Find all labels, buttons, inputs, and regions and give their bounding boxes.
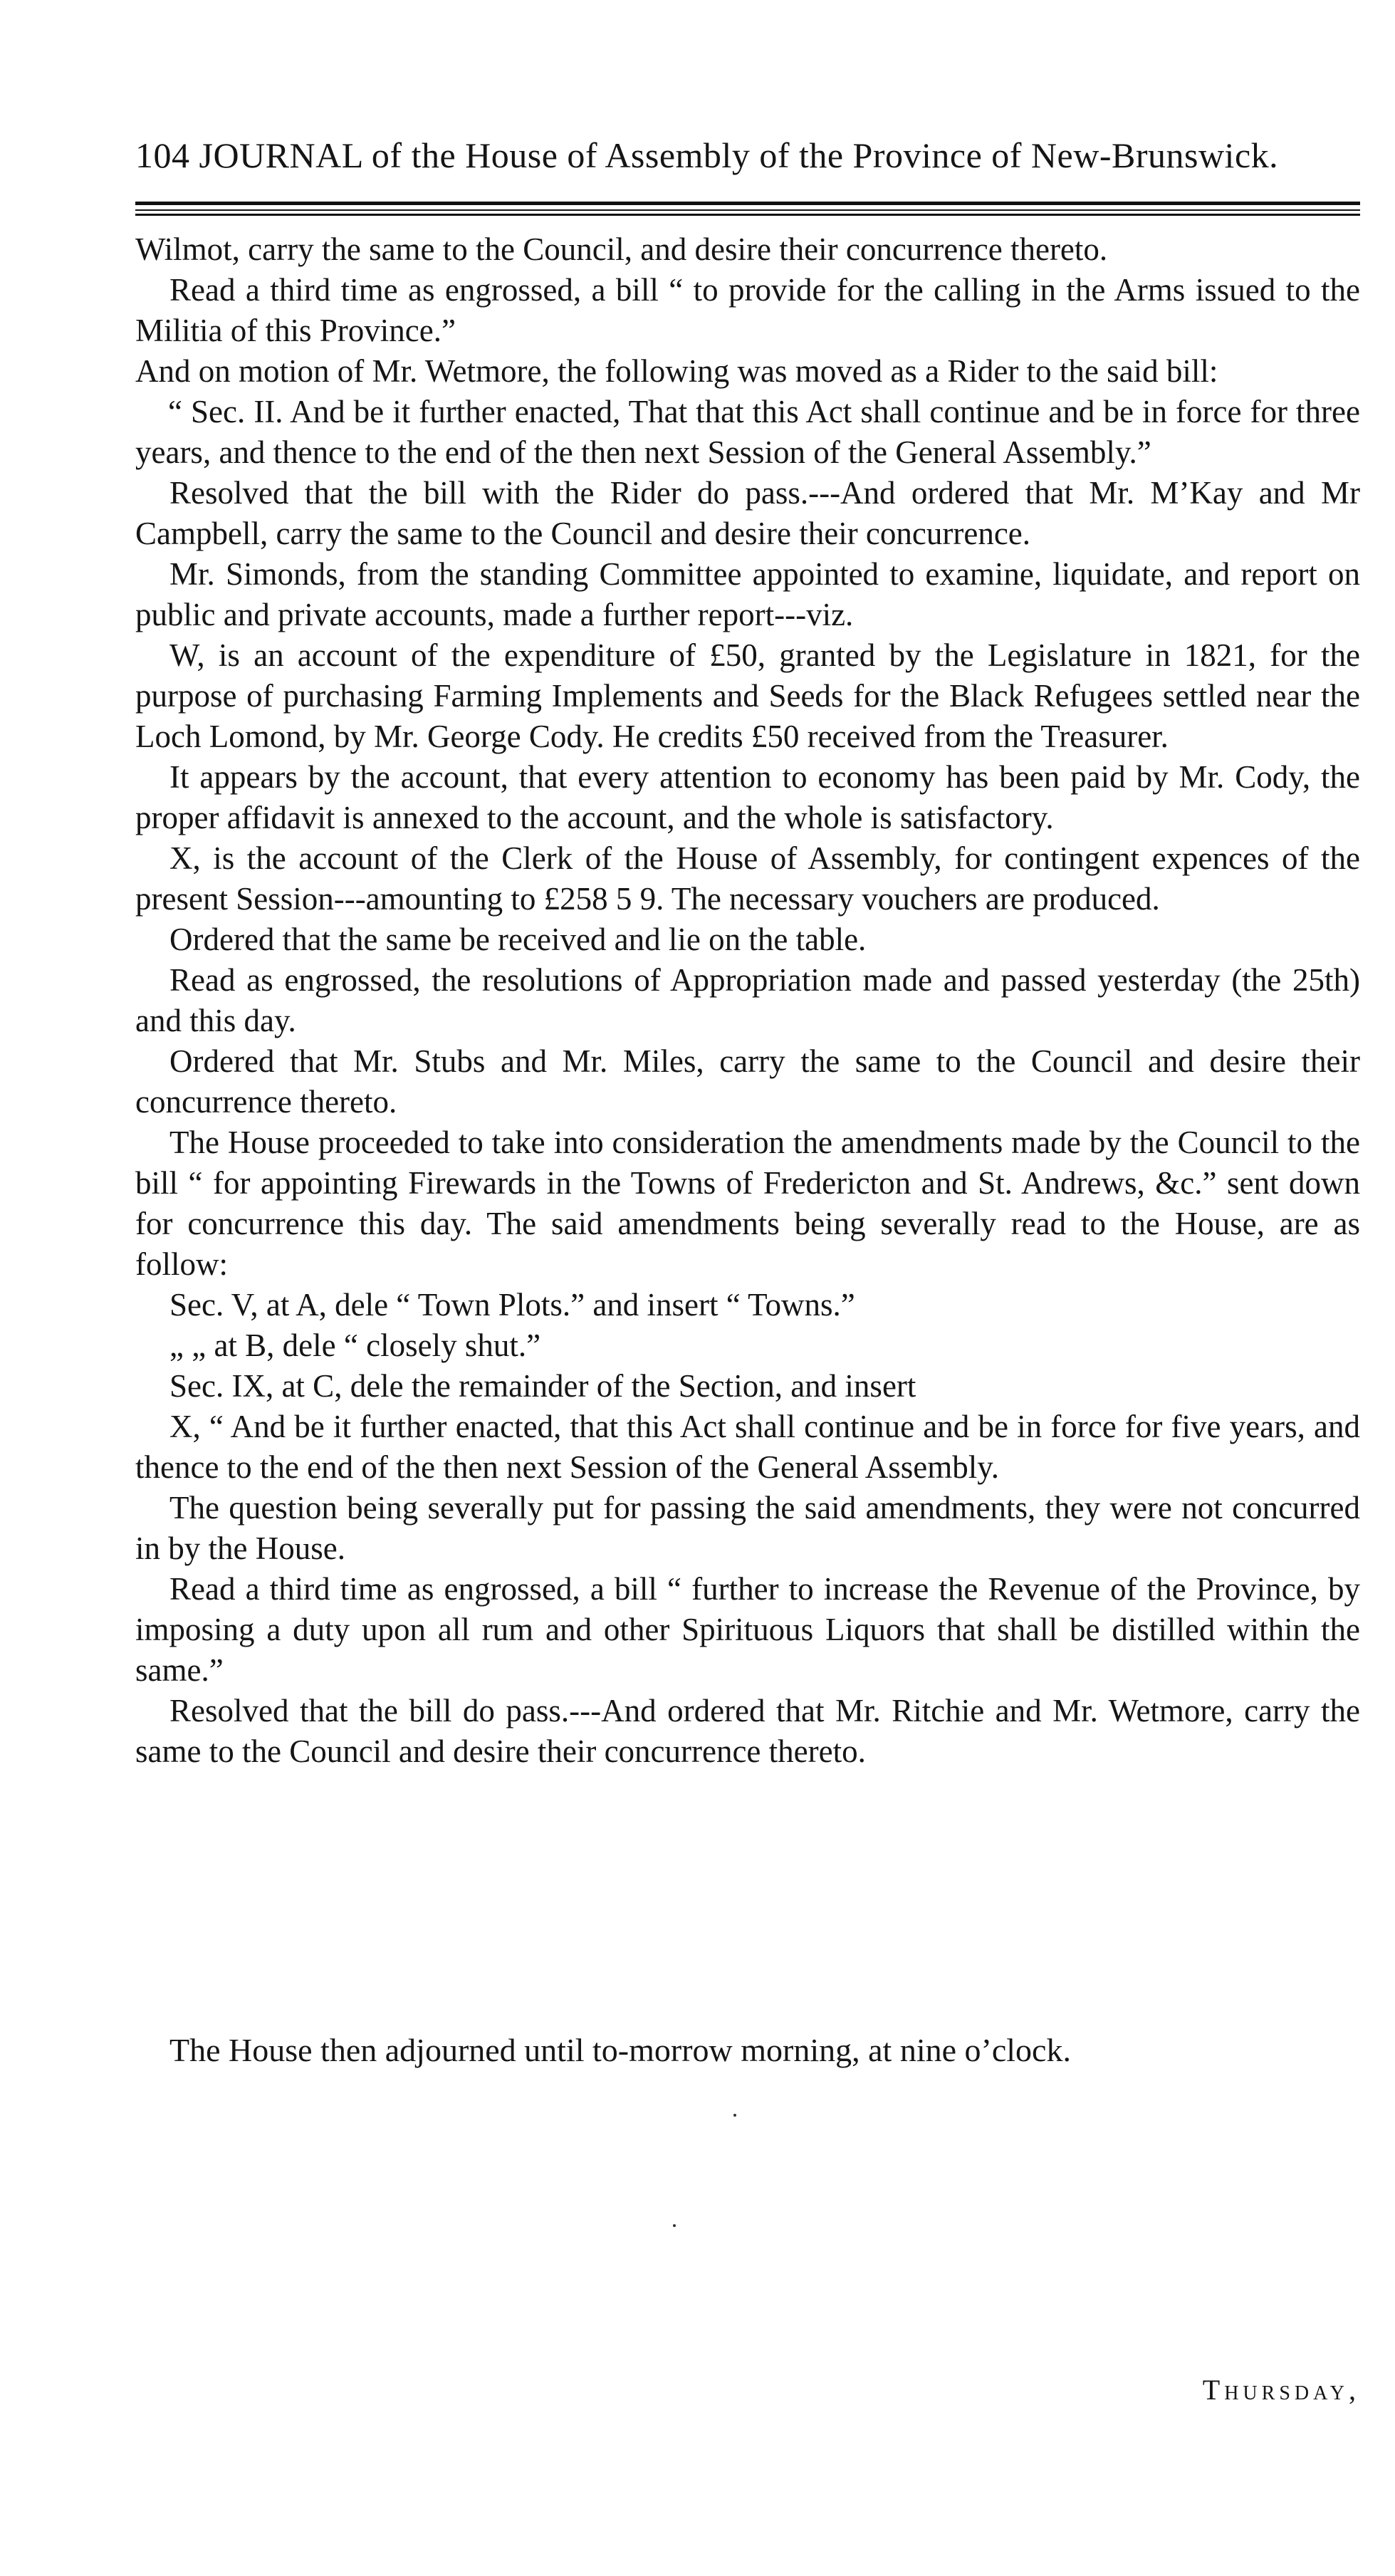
header-rule-thin (135, 209, 1360, 211)
paragraph: X, is the account of the Clerk of the House of Assembly, for contingent expences of the present Session---amounting to £258 5 9. The necessary vouchers are produced. (135, 840, 1360, 917)
paragraph: And on motion of Mr. Wetmore, the following was moved as a Rider to the said bill: (135, 353, 1218, 389)
paragraph: Resolved that the bill do pass.---And ordered that Mr. Ritchie and Mr. Wetmore, carry the same to the Council and desire their concurrence thereto. (135, 1693, 1360, 1769)
paragraph: „ „ at B, dele “ closely shut.” (169, 1328, 541, 1363)
journal-body (135, 229, 1360, 1772)
paragraph: The question being severally put for passing the said amendments, they were not concurred in by the House. (135, 1490, 1360, 1566)
ink-speck (733, 2114, 736, 2117)
paragraph: Ordered that Mr. Stubs and Mr. Miles, carry the same to the Council and desire their concurrence thereto. (135, 1043, 1360, 1120)
header-rule-bottom (135, 214, 1360, 216)
paragraph: Mr. Simonds, from the standing Committee appointed to examine, liquidate, and report on public and private accounts, made a further report---viz. (135, 556, 1360, 632)
paragraph: “ Sec. II. And be it further enacted, That that this Act shall continue and be in force for three years, and thence to the end of the then next Session of the General Assembly.” (135, 394, 1360, 470)
paragraph: The House proceeded to take into consideration the amendments made by the Council to the bill “ for appointing Firewards in the Towns of Fredericton and St. Andrews, &c.” sent down for concurrence this day. The said amendments being severally read to the House, are as follow: (135, 1125, 1360, 1282)
page-header: 104 JOURNAL of the House of Assembly of the Province of New-Brunswick. (135, 135, 1279, 175)
paragraph: Sec. IX, at C, dele the remainder of the Section, and insert (169, 1368, 916, 1404)
header-rule-thick (135, 202, 1360, 205)
paragraph: Read as engrossed, the resolutions of Appropriation made and passed yesterday (the 25th) and this day. (135, 962, 1360, 1038)
paragraph: It appears by the account, that every attention to economy has been paid by Mr. Cody, the proper affidavit is annexed to the account, and the whole is satisfactory. (135, 759, 1360, 835)
paragraph: Resolved that the bill with the Rider do pass.---And ordered that Mr. M’Kay and Mr Campbell, carry the same to the Council and desire their concurrence. (135, 475, 1360, 551)
adjournment-line: The House then adjourned until to-morrow morning, at nine o’clock. (169, 2032, 1071, 2068)
paragraph: Sec. V, at A, dele “ Town Plots.” and insert “ Towns.” (169, 1287, 855, 1323)
catchword: Thursday, (1202, 2374, 1360, 2406)
paragraph: Wilmot, carry the same to the Council, and desire their concurrence thereto. (135, 231, 1108, 267)
ink-speck (673, 2224, 676, 2227)
paragraph: Ordered that the same be received and lie on the table. (169, 922, 867, 957)
paragraph: W, is an account of the expenditure of £50, granted by the Legislature in 1821, for the purpose of purchasing Farming Implements and Seeds for the Black Refugees settled near the Loch Lomond, by Mr. George Cody. He credits £50 received from the Treasurer. (135, 637, 1360, 754)
paragraph: Read a third time as engrossed, a bill “ further to increase the Revenue of the Province, by imposing a duty upon all rum and other Spirituous Liquors that shall be distilled within the same.” (135, 1571, 1360, 1688)
paragraph: X, “ And be it further enacted, that this Act shall continue and be in force for five years, and thence to the end of the then next Session of the General Assembly. (135, 1409, 1360, 1485)
paragraph: Read a third time as engrossed, a bill “ to provide for the calling in the Arms issued to the Militia of this Province.” (135, 272, 1360, 348)
